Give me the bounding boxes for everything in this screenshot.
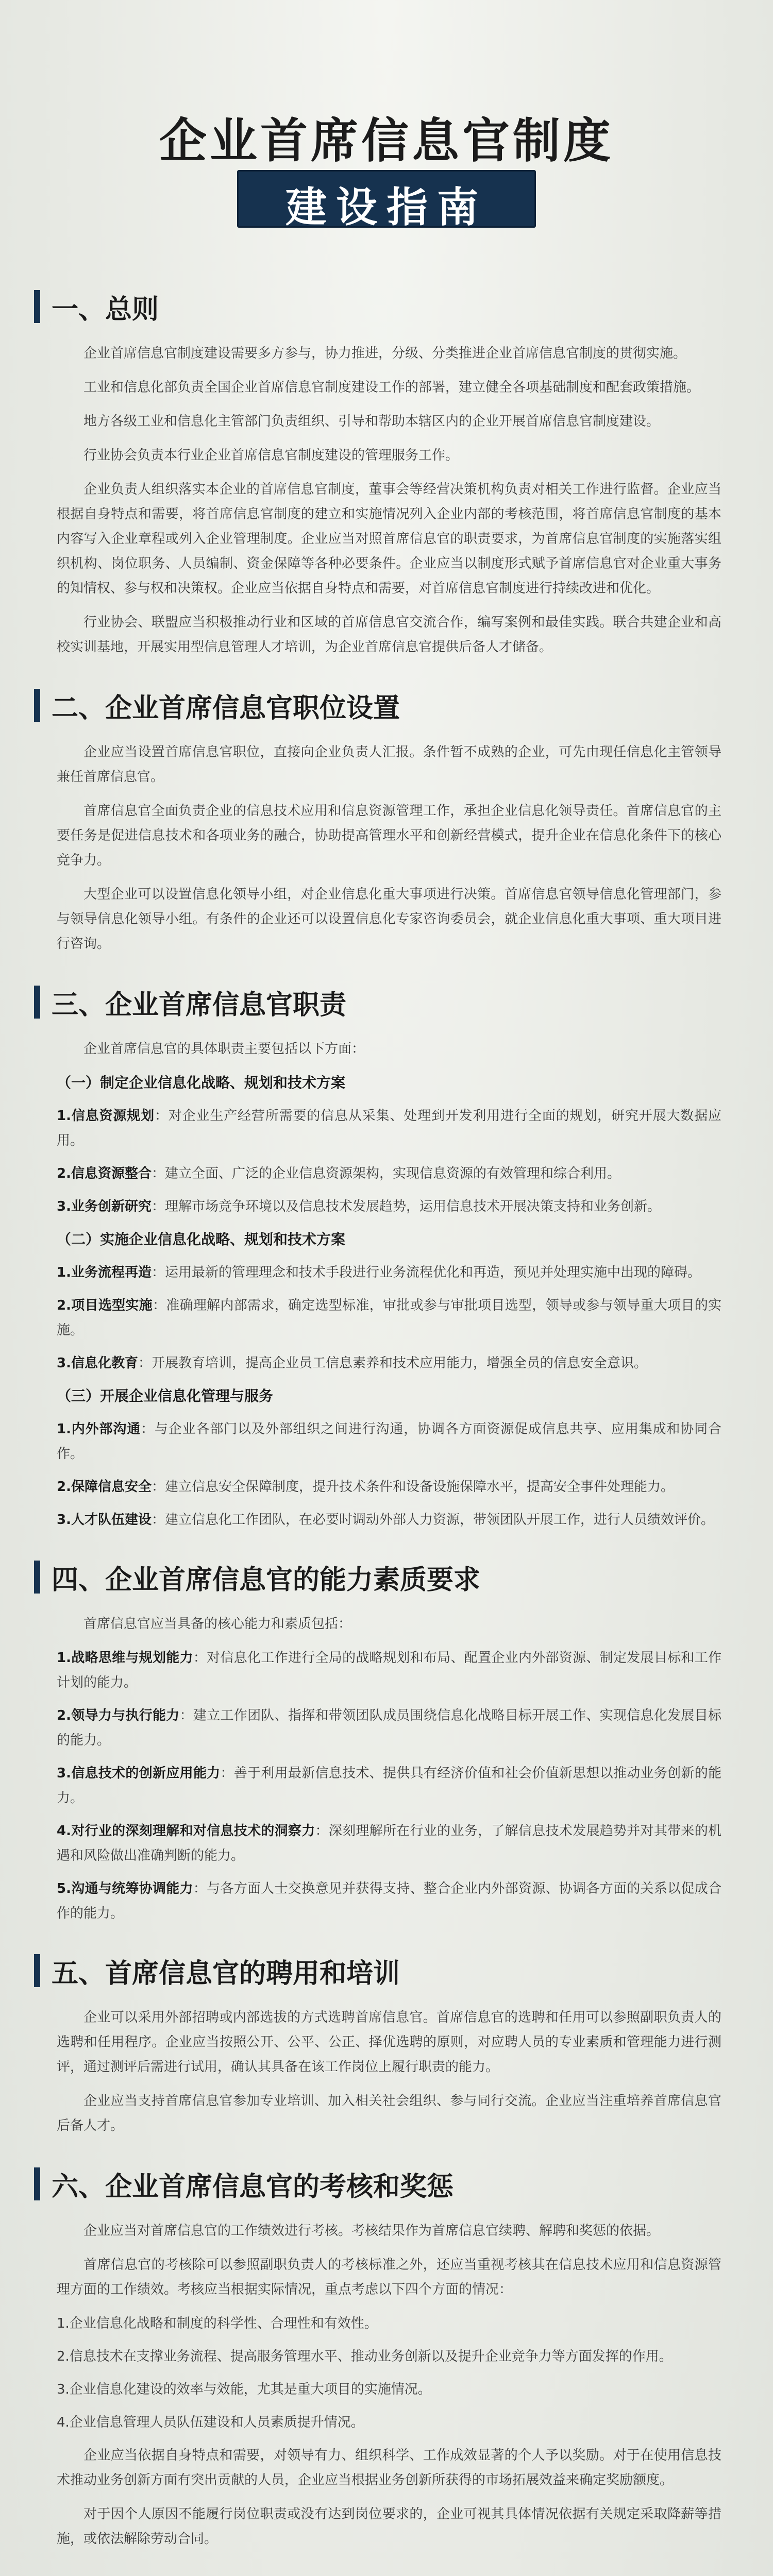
section-title: 六、企业首席信息官的考核和奖惩 (52, 2171, 454, 2202)
item-text: ：对信息化工作进行全局的战略规划和布局、配置企业内外部资源、制定发展目标和工作计划的能力。 (57, 1650, 721, 1690)
section-marker (34, 290, 40, 323)
item-text: ：建立工作团队、指挥和带领团队成员围绕信息化战略目标开展工作、实现信息化发展目标的能力。 (57, 1708, 721, 1748)
paragraph: 企业应当依据自身特点和需要，对领导有力、组织科学、工作成效显著的个人予以奖励。对于在使用信息技术推动业务创新方面有突出贡献的人员，企业应当根据业务创新所获得的市场拓展效益来确定奖励额度。 (57, 2448, 721, 2488)
list-item: 3.企业信息化建设的效率与效能，尤其是重大项目的实施情况。 (57, 2382, 431, 2397)
list-item (57, 1293, 721, 1343)
section-marker (34, 1954, 40, 1987)
paragraph: 首席信息官的考核除可以参照副职负责人的考核标准之外，还应当重视考核其在信息技术应用和信息资源管理方面的工作绩效。考核应当根据实际情况，重点考虑以下四个方面的情况： (57, 2257, 721, 2297)
item-label: 5.沟通与统筹协调能力 (57, 1881, 193, 1896)
section-heading (52, 1554, 721, 1600)
item-label: 1.业务流程再造 (57, 1265, 152, 1280)
list-item (57, 1475, 721, 1499)
item-label: 3.人才队伍建设 (57, 1512, 152, 1528)
section-title: 一、总则 (52, 294, 159, 325)
paragraph: 企业首席信息官的具体职责主要包括以下方面： (83, 1041, 365, 1057)
header (0, 0, 773, 289)
page-subtitle: 建设指南 (285, 183, 488, 231)
paragraph: 行业协会、联盟应当积极推动行业和区域的首席信息官交流合作，编写案例和最佳实践。联合共建企业和高校实训基地，开展实用型信息管理人才培训，为企业首席信息官提供后备人才储备。 (57, 615, 721, 655)
section-heading (52, 682, 721, 728)
subtitle-banner (237, 170, 536, 231)
list-item (57, 1646, 721, 1695)
section-heading (52, 283, 721, 330)
list-item (57, 1351, 721, 1376)
section-title: 二、企业首席信息官职位设置 (52, 692, 400, 724)
item-text: ：建立全面、广泛的企业信息资源架构，实现信息资源的有效管理和综合利用。 (151, 1166, 620, 1181)
section-title: 四、企业首席信息官的能力素质要求 (52, 1564, 481, 1596)
item-text: ：理解市场竞争环境以及信息技术发展趋势，运用信息技术开展决策支持和业务创新。 (151, 1199, 661, 1214)
section-title: 三、企业首席信息官职责 (52, 989, 347, 1021)
subsection-heading: （二）实施企业信息化战略、规划和技术方案 (57, 1231, 346, 1248)
list-item: 4.企业信息管理人员队伍建设和人员素质提升情况。 (57, 2415, 364, 2430)
item-text: ：建立信息化工作团队，在必要时调动外部人力资源，带领团队开展工作，进行人员绩效评价。 (151, 1512, 714, 1528)
paragraph: 行业协会负责本行业企业首席信息官制度建设的管理服务工作。 (83, 448, 459, 463)
section-marker (34, 689, 40, 722)
section-marker (34, 2167, 40, 2200)
item-text: ：开展教育培训，提高企业员工信息素养和技术应用能力，增强全员的信息安全意识。 (138, 1355, 647, 1371)
section-marker (34, 986, 40, 1019)
list-item (57, 1260, 721, 1285)
item-text: ：准确理解内部需求，确定选型标准，审批或参与审批项目选型，领导或参与领导重大项目的实施。 (57, 1298, 721, 1338)
item-label: 2.领导力与执行能力 (57, 1708, 180, 1723)
item-label: 2.项目选型实施 (57, 1298, 153, 1313)
section-marker (34, 1561, 40, 1594)
list-item (57, 1703, 721, 1753)
list-item (57, 1104, 721, 1153)
item-text: ：善于利用最新信息技术、提供具有经济价值和社会价值新思想以推动业务创新的能力。 (57, 1766, 721, 1806)
paragraph: 首席信息官应当具备的核心能力和素质包括： (83, 1616, 352, 1632)
item-text: ：运用最新的管理理念和技术手段进行业务流程优化和再造，预见并处理实施中出现的障碍。 (151, 1265, 701, 1280)
item-text: ：与企业各部门以及外部组织之间进行沟通，协调各方面资源促成信息共享、应用集成和协同合作。 (57, 1421, 721, 1462)
list-item (57, 1194, 721, 1219)
item-label: 1.战略思维与规划能力 (57, 1650, 193, 1666)
list-item (57, 1507, 721, 1532)
paragraph: 对于因个人原因不能履行岗位职责或没有达到岗位要求的，企业可视其具体情况依据有关规定采取降薪等措施，或依法解除劳动合同。 (57, 2506, 721, 2547)
paragraph: 企业应当支持首席信息官参加专业培训、加入相关社会组织、参与同行交流。企业应当注重培养首席信息官后备人才。 (57, 2093, 721, 2133)
paragraph: 企业应当对首席信息官的工作绩效进行考核。考核结果作为首席信息官续聘、解聘和奖惩的依据。 (83, 2223, 660, 2239)
section-heading (52, 979, 721, 1025)
paragraph: 大型企业可以设置信息化领导小组，对企业信息化重大事项进行决策。首席信息官领导信息化管理部门，参与领导信息化领导小组。有条件的企业还可以设置信息化专家咨询委员会，就企业信息化重大事项、重大项目进行咨询。 (57, 887, 721, 952)
paragraph: 企业首席信息官制度建设需要多方参与，协力推进，分级、分类推进企业首席信息官制度的贯彻实施。 (83, 346, 687, 361)
item-label: 3.信息技术的创新应用能力 (57, 1766, 221, 1781)
item-label: 1.内外部沟通 (57, 1421, 141, 1437)
paragraph: 地方各级工业和信息化主管部门负责组织、引导和帮助本辖区内的企业开展首席信息官制度建设。 (83, 414, 660, 429)
list-item (57, 1417, 721, 1466)
list-item: 1.企业信息化战略和制度的科学性、合理性和有效性。 (57, 2316, 378, 2331)
section-title: 五、首席信息官的聘用和培训 (52, 1958, 400, 1989)
item-text: ：与各方面人士交换意见并获得支持、整合企业内外部资源、协调各方面的关系以促成合作的能力。 (57, 1881, 721, 1921)
page-title: 企业首席信息官制度 (159, 113, 614, 168)
list-item (57, 1876, 721, 1926)
list-item: 2.信息技术在支撑业务流程、提高服务管理水平、推动业务创新以及提升企业竞争力等方面发挥的作用。 (57, 2349, 673, 2364)
item-text: ：对企业生产经营所需要的信息从采集、处理到开发利用进行全面的规划，研究开展大数据应用。 (57, 1108, 721, 1148)
item-text: ：建立信息安全保障制度，提升技术条件和设备设施保障水平，提高安全事件处理能力。 (151, 1479, 674, 1495)
item-label: 1.信息资源规划 (57, 1108, 155, 1124)
list-item (57, 1761, 721, 1810)
paragraph: 企业应当设置首席信息官职位，直接向企业负责人汇报。条件暂不成熟的企业，可先由现任信息化主管领导兼任首席信息官。 (57, 744, 721, 785)
section-heading (52, 1947, 721, 1994)
item-text: ：深刻理解所在行业的业务，了解信息技术发展趋势并对其带来的机遇和风险做出准确判断的能力。 (57, 1823, 721, 1863)
item-label: 3.信息化教育 (57, 1355, 138, 1371)
subsection-heading: （一）制定企业信息化战略、规划和技术方案 (57, 1074, 346, 1091)
paragraph: 企业负责人组织落实本企业的首席信息官制度，董事会等经营决策机构负责对相关工作进行监督。企业应当根据自身特点和需要，将首席信息官制度的建立和实施情况列入企业内部的考核范围，将首席信息官制度的基本内容写入企业章程或列入企业管理制度。企业应当对照首席信息官的职责要求，为首席信息官制度的实施落实组织机构、岗位职务、人员编制、资金保障等各种必要条件。企业应当以制度形式赋予首席信息官对企业重大事务的知情权、参与权和决策权。企业应当依据自身特点和需要，对首席信息官制度进行持续改进和优化。 (57, 482, 721, 596)
subsection-heading: （三）开展企业信息化管理与服务 (57, 1387, 274, 1404)
item-label: 4.对行业的深刻理解和对信息技术的洞察力 (57, 1823, 315, 1839)
item-label: 3.业务创新研究 (57, 1199, 152, 1214)
section-heading (57, 2574, 721, 2576)
list-item (57, 1161, 721, 1186)
paragraph: 首席信息官全面负责企业的信息技术应用和信息资源管理工作，承担企业信息化领导责任。首席信息官的主要任务是促进信息技术和各项业务的融合，协助提高管理水平和创新经营模式，提升企业在信息化条件下的核心竞争力。 (57, 803, 721, 868)
paragraph: 工业和信息化部负责全国企业首席信息官制度建设工作的部署，建立健全各项基础制度和配套政策措施。 (83, 380, 700, 395)
paragraph: 企业可以采用外部招聘或内部选拔的方式选聘首席信息官。首席信息官的选聘和任用可以参照副职负责人的选聘和任用程序。企业应当按照公开、公平、公正、择优选聘的原则，对应聘人员的专业素质和管理能力进行测评，通过测评后需进行试用，确认其具备在该工作岗位上履行职责的能力。 (57, 2010, 721, 2075)
document-body (52, 283, 721, 2576)
item-label: 2.保障信息安全 (57, 1479, 152, 1495)
item-label: 2.信息资源整合 (57, 1166, 152, 1181)
list-item (57, 1819, 721, 1868)
section-heading (52, 2161, 721, 2207)
